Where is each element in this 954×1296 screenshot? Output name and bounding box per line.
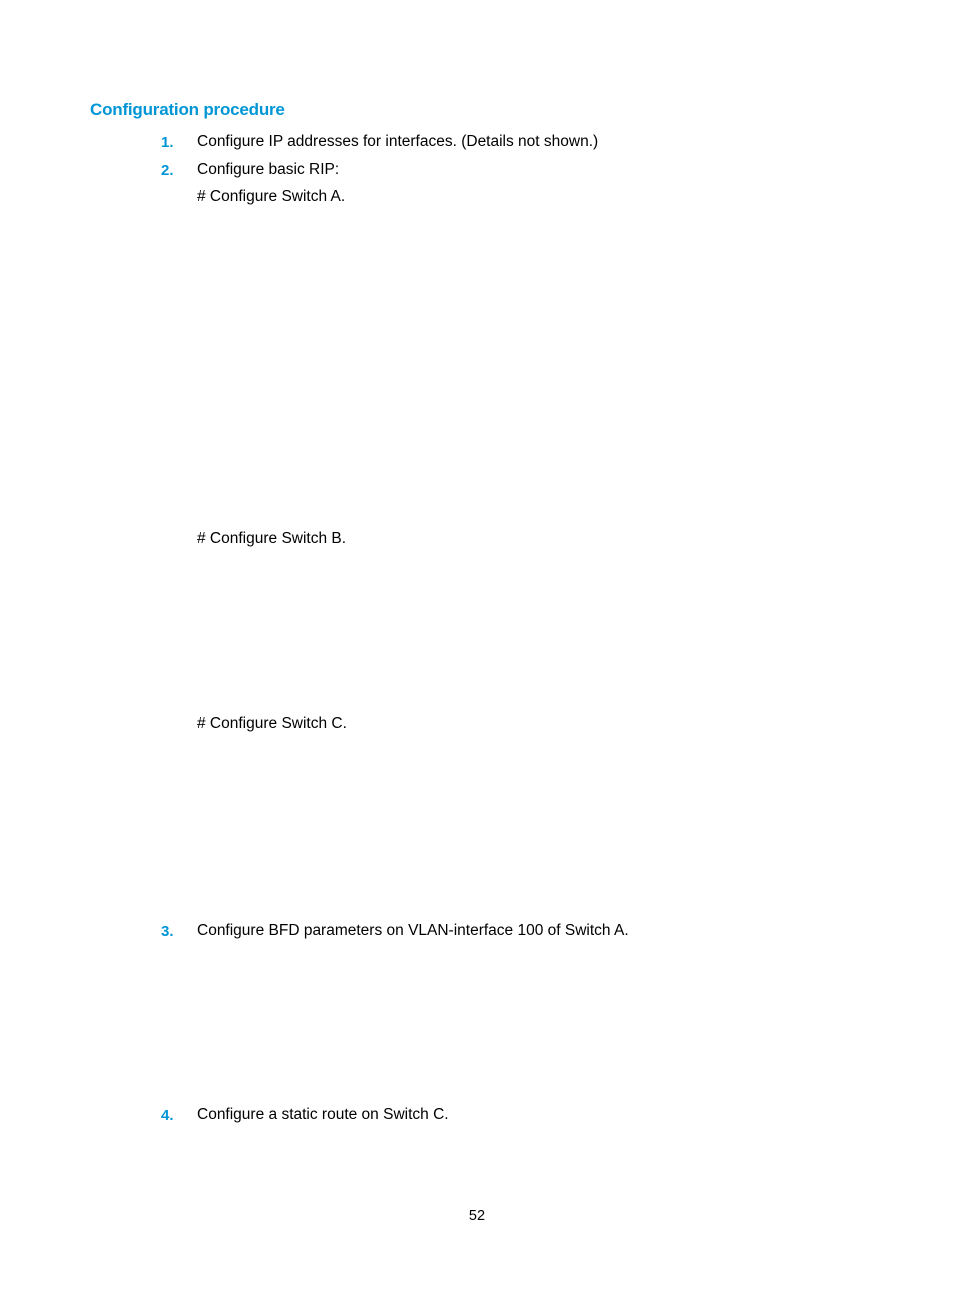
switch-b-comment: # Configure Switch B. [197, 530, 347, 547]
step-2-number: 2. [161, 162, 174, 179]
step-4-number: 4. [161, 1107, 174, 1124]
page-number: 52 [468, 1208, 486, 1224]
step-4-text: Configure a static route on Switch C. [197, 1106, 449, 1123]
step-3-number: 3. [161, 923, 174, 940]
step-1-text: Configure IP addresses for interfaces. (Details not shown.) [197, 133, 599, 150]
step-2-text: Configure basic RIP: [197, 161, 340, 178]
switch-a-comment: # Configure Switch A. [197, 188, 346, 205]
step-3-text: Configure BFD parameters on VLAN-interface 100 of Switch A. [197, 922, 629, 939]
switch-c-comment: # Configure Switch C. [197, 715, 347, 732]
section-heading: Configuration procedure [90, 100, 285, 119]
step-1-number: 1. [161, 134, 174, 151]
